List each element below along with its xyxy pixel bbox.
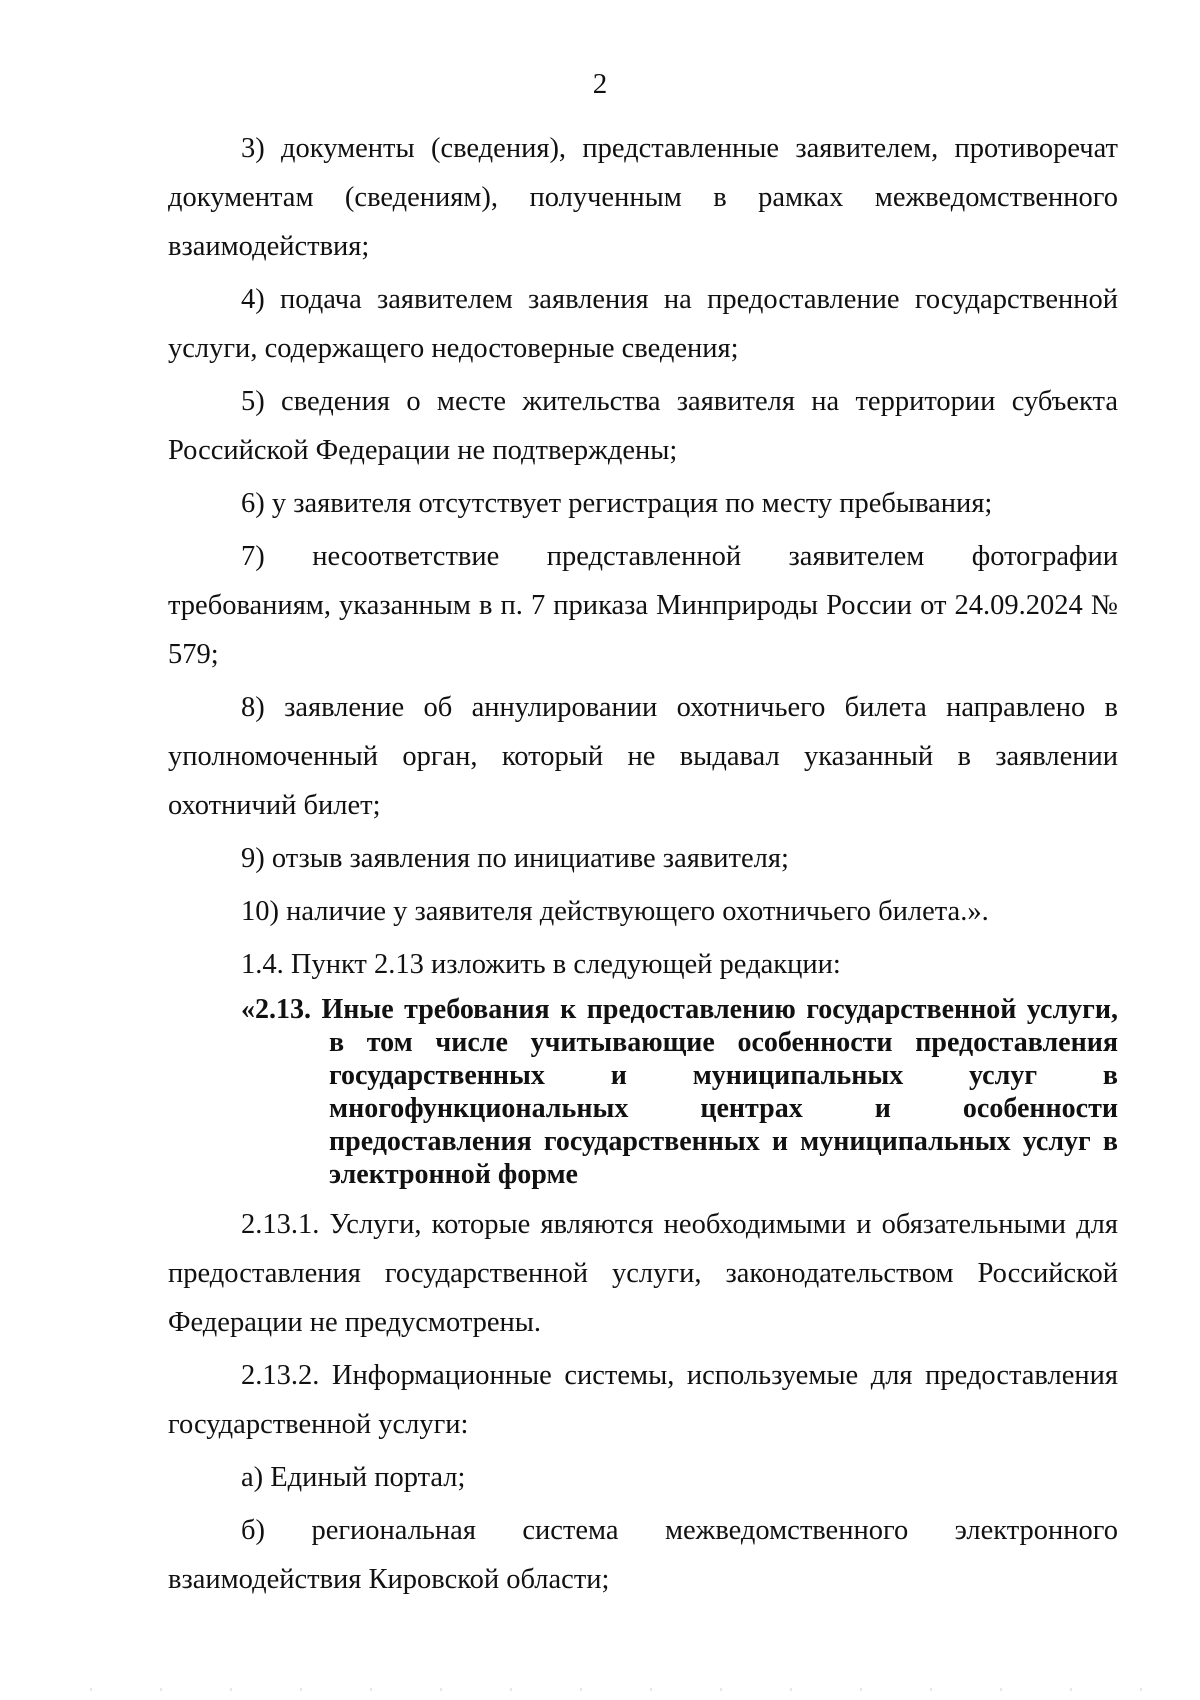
paragraph-item-6: 6) у заявителя отсутствует регистрация по месту пребывания; xyxy=(241,488,993,519)
paragraph-item-5: 5) сведения о месте жительства заявителя на территории субъекта Российской Федерации не подтверждены; xyxy=(168,386,1118,466)
section-heading-first-line: «2.13. Иные требования к предоставлению государственной услуги, xyxy=(241,994,1118,1025)
list-item-a: а) Единый портал; xyxy=(241,1462,466,1493)
section-heading-2-13 xyxy=(241,993,1118,1191)
paragraph-item-4: 4) подача заявителем заявления на предоставление государственной услуги, содержащего недостоверные сведения; xyxy=(168,284,1118,364)
paragraph-2-13-2: 2.13.2. Информационные системы, используемые для предоставления государственной услуги: xyxy=(168,1360,1118,1440)
section-heading-continuation: в том числе учитывающие особенности предоставления государственных и муниципальных услуг в многофункциональных центрах и особенности предоставления государственных и муниципальных услуг в электронной форме xyxy=(329,1027,1118,1190)
scan-edge-artifact xyxy=(90,1688,1190,1691)
paragraph-item-10: 10) наличие у заявителя действующего охотничьего билета.». xyxy=(241,896,989,927)
paragraph-item-7: 7) несоответствие представленной заявителем фотографии требованиям, указанным в п. 7 приказа Минприроды России от 24.09.2024 № 579; xyxy=(168,541,1118,670)
paragraph-item-9: 9) отзыв заявления по инициативе заявителя; xyxy=(241,843,789,874)
paragraph-item-8: 8) заявление об аннулировании охотничьего билета направлено в уполномоченный орган, который не выдавал указанный в заявлении охотничий билет; xyxy=(168,692,1118,821)
paragraph-amendment-1-4: 1.4. Пункт 2.13 изложить в следующей редакции: xyxy=(241,949,841,980)
document-body xyxy=(168,124,1118,1608)
page-number: 2 xyxy=(592,68,608,100)
list-item-b: б) региональная система межведомственного электронного взаимодействия Кировской области; xyxy=(168,1515,1118,1595)
paragraph-2-13-1: 2.13.1. Услуги, которые являются необходимыми и обязательными для предоставления государственной услуги, законодательством Российской Федерации не предусмотрены. xyxy=(168,1209,1118,1338)
paragraph-item-3: 3) документы (сведения), представленные заявителем, противоречат документам (сведениям), полученным в рамках межведомственного взаимодействия; xyxy=(168,133,1118,262)
